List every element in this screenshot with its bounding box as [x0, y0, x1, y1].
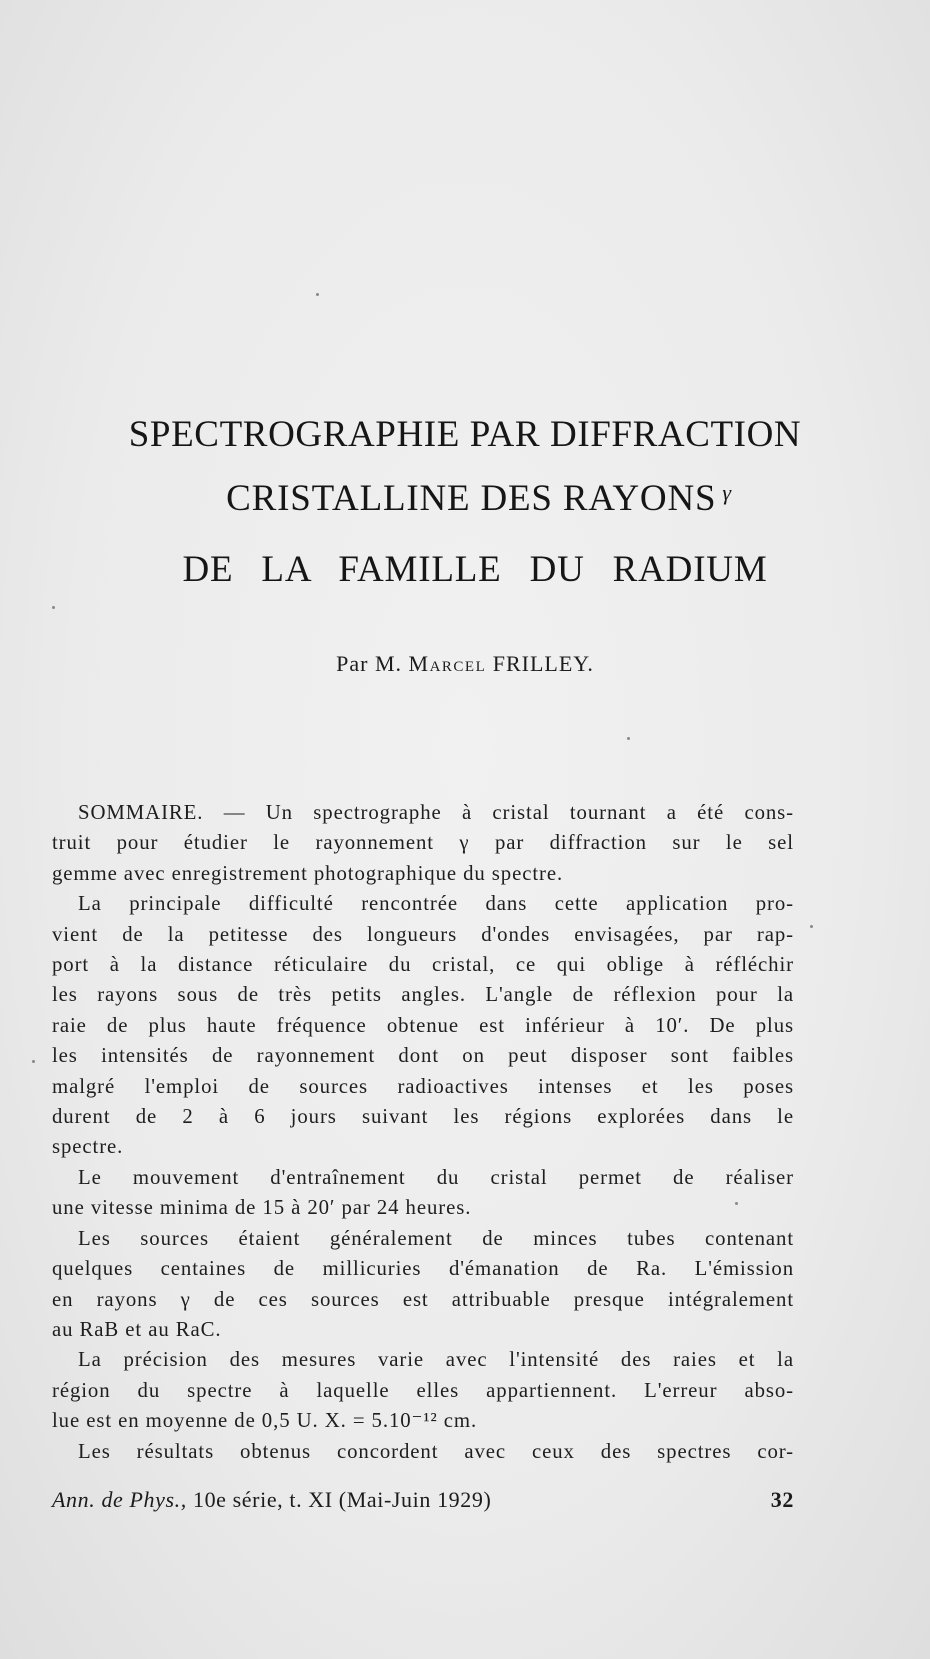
scan-speck: [810, 925, 813, 928]
summary-line: lue est en moyenne de 0,5 U. X. = 5.10⁻¹² cm.: [52, 1409, 478, 1433]
summary-line: SOMMAIRE. — Un spectrographe à cristal tournant a été cons-: [78, 801, 794, 824]
summary-line: les intensités de rayonnement dont on peut disposer sont faibles: [52, 1044, 794, 1068]
summary-line: en rayons γ de ces sources est attribuable presque intégralement: [52, 1287, 794, 1311]
summary-line: les rayons sous de très petits angles. L'angle de réflexion pour la: [52, 983, 794, 1007]
summary-line: durent de 2 à 6 jours suivant les régions explorées dans le: [52, 1105, 794, 1129]
page-number: 32: [770, 1487, 794, 1512]
summary-line: au RaB et au RaC.: [52, 1317, 222, 1341]
title-line-2-text: CRISTALLINE DES RAYONS: [226, 478, 717, 519]
summary-line: vient de la petitesse des longueurs d'ondes envisagées, par rap-: [52, 922, 794, 946]
summary-line: Les résultats obtenus concordent avec ceux des spectres cor-: [78, 1439, 794, 1463]
summary-line: région du spectre à laquelle elles appartiennent. L'erreur abso-: [52, 1378, 794, 1402]
title-line-1: SPECTROGRAPHIE PAR DIFFRACTION: [128, 414, 802, 455]
scan-speck: [627, 737, 630, 740]
summary-line: gemme avec enregistrement photographique du spectre.: [52, 861, 564, 885]
summary-line: une vitesse minima de 15 à 20′ par 24 heures.: [52, 1196, 472, 1220]
gamma-symbol: γ: [722, 480, 732, 505]
summary-line: truit pour étudier le rayonnement γ par diffraction sur le sel: [52, 831, 794, 855]
journal-name: Ann. de Phys.,: [52, 1487, 187, 1512]
summary-line: Le mouvement d'entraînement du cristal permet de réaliser: [78, 1165, 794, 1189]
author-surname: FRILLEY.: [492, 651, 594, 676]
author-line: [0, 651, 930, 677]
title-line-2: [14, 477, 930, 520]
summary-line: malgré l'emploi de sources radioactives intenses et les poses: [52, 1074, 794, 1098]
summary-block: [52, 798, 794, 1467]
summary-line: raie de plus haute fréquence obtenue est inférieur à 10′. De plus: [52, 1013, 794, 1037]
scan-speck: [735, 1202, 738, 1205]
summary-line: Les sources étaient généralement de minces tubes contenant: [78, 1226, 794, 1250]
title-line-3: DE LA FAMILLE DU RADIUM: [182, 549, 768, 590]
summary-line: port à la distance réticulaire du cristal, ce qui oblige à réfléchir: [52, 953, 794, 977]
summary-line: La précision des mesures varie avec l'intensité des raies et la: [78, 1348, 794, 1372]
journal-series: 10e série, t. XI (Mai-Juin 1929): [192, 1487, 492, 1512]
scan-speck: [32, 1060, 35, 1063]
summary-line: La principale difficulté rencontrée dans cette application pro-: [78, 892, 794, 916]
footer-citation: [52, 1487, 491, 1513]
scan-speck: [52, 606, 55, 609]
summary-line: spectre.: [52, 1135, 124, 1159]
summary-line: quelques centaines de millicuries d'émanation de Ra. L'émission: [52, 1257, 794, 1281]
author-prefix: Par M.: [336, 651, 403, 676]
author-first-name: Marcel: [408, 651, 487, 676]
scan-speck: [316, 293, 319, 296]
